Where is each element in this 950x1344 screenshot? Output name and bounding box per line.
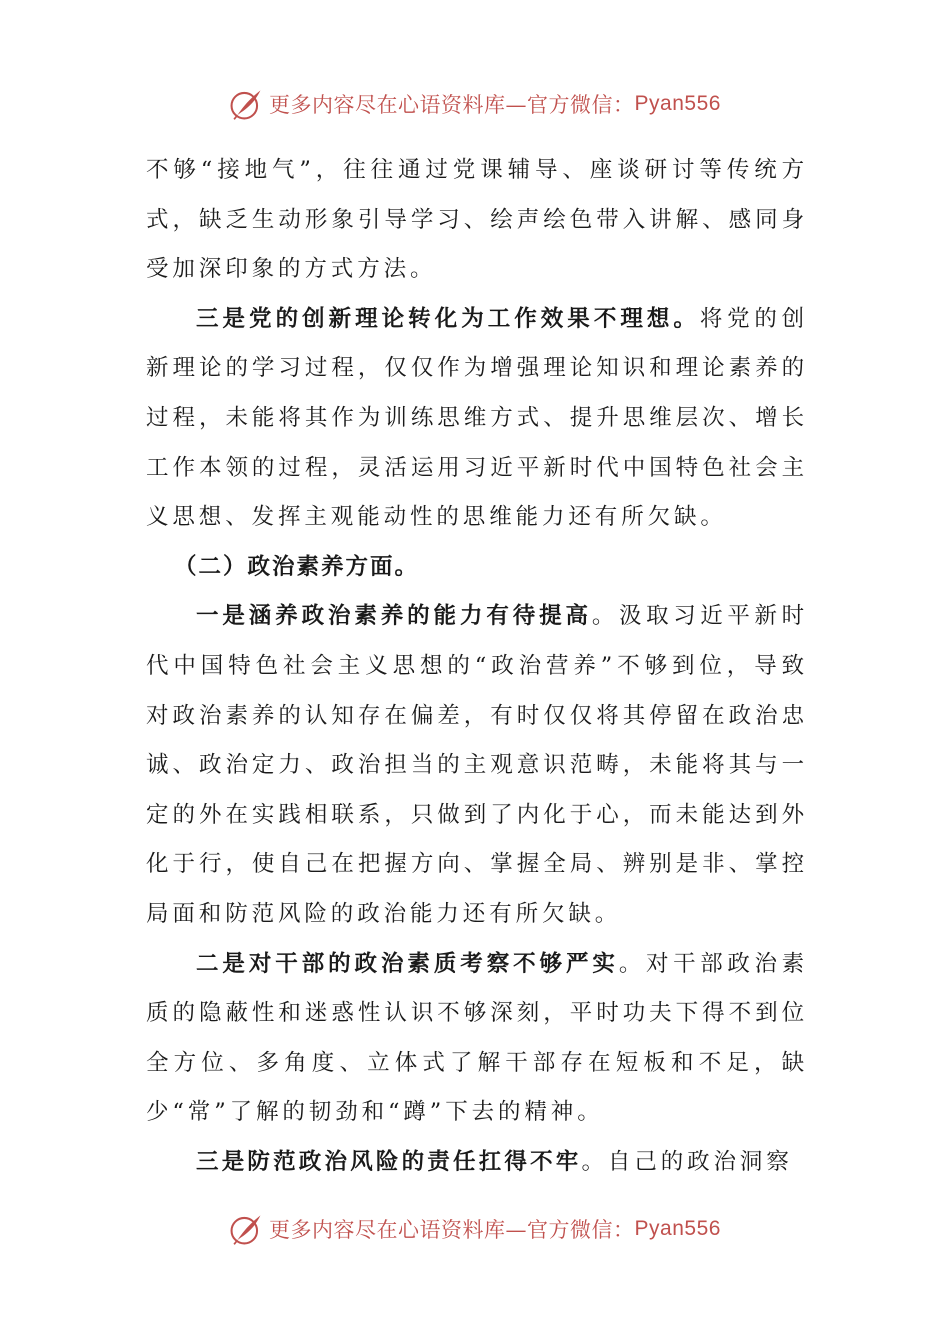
header-watermark <box>0 84 950 124</box>
footer-watermark <box>0 1209 950 1249</box>
paragraph <box>146 592 808 939</box>
watermark-wechat-id: Pyan556 <box>634 92 721 115</box>
section-heading: （二）政治素养方面。 <box>174 553 420 580</box>
paragraph-lead: 三是防范政治风险的责任扛得不牢 <box>196 1148 582 1175</box>
paragraph-text: 。汲取习近平新时代中国特色社会主义思想的“政治营养”不够到位，导致对政治素养的认知存在偏差，有时仅仅将其停留在政治忠诚、政治定力、政治担当的主观意识范畴，未能将其与一定的外在实践相联系，只做到了内化于心，而未能达到外化于行，使自己在把握方向、掌握全局、辨别是非、掌控局面和防范风险的政治能力还有所欠缺。 <box>146 603 808 927</box>
watermark-text: 更多内容尽在心语资料库—官方微信： <box>269 93 635 117</box>
paragraph <box>146 1138 808 1188</box>
paragraph <box>146 940 808 1138</box>
quill-logo-icon <box>229 1212 263 1246</box>
paragraph-lead: 二是对干部的政治素质考察不够严实 <box>196 950 619 977</box>
quill-logo-icon <box>229 87 263 121</box>
paragraph-text: 。对干部政治素质的隐蔽性和迷惑性认识不够深刻，平时功夫下得不到位全方位、多角度、立体式了解干部存在短板和不足，缺少“常”了解的韧劲和“蹲”下去的精神。 <box>146 950 808 1126</box>
paragraph-text: 将党的创新理论的学习过程，仅仅作为增强理论知识和理论素养的过程，未能将其作为训练思维方式、提升思维层次、增长工作本领的过程，灵活运用习近平新时代中国特色社会主义思想、发挥主观能动性的思维能力还有所欠缺。 <box>146 305 808 531</box>
document-body <box>146 146 808 1187</box>
paragraph <box>146 295 808 543</box>
watermark-wechat-id: Pyan556 <box>634 1217 721 1240</box>
paragraph-lead: 一是涵养政治素养的能力有待提高 <box>196 603 592 630</box>
paragraph-lead: 三是党的创新理论转化为工作效果不理想。 <box>196 305 700 332</box>
paragraph-text: 不够“接地气”，往往通过党课辅导、座谈研讨等传统方式，缺乏生动形象引导学习、绘声绘色带入讲解、感同身受加深印象的方式方法。 <box>146 157 808 283</box>
paragraph <box>146 146 808 295</box>
paragraph-text: 。自己的政治洞察 <box>581 1148 793 1175</box>
watermark-text: 更多内容尽在心语资料库—官方微信： <box>269 1218 635 1242</box>
